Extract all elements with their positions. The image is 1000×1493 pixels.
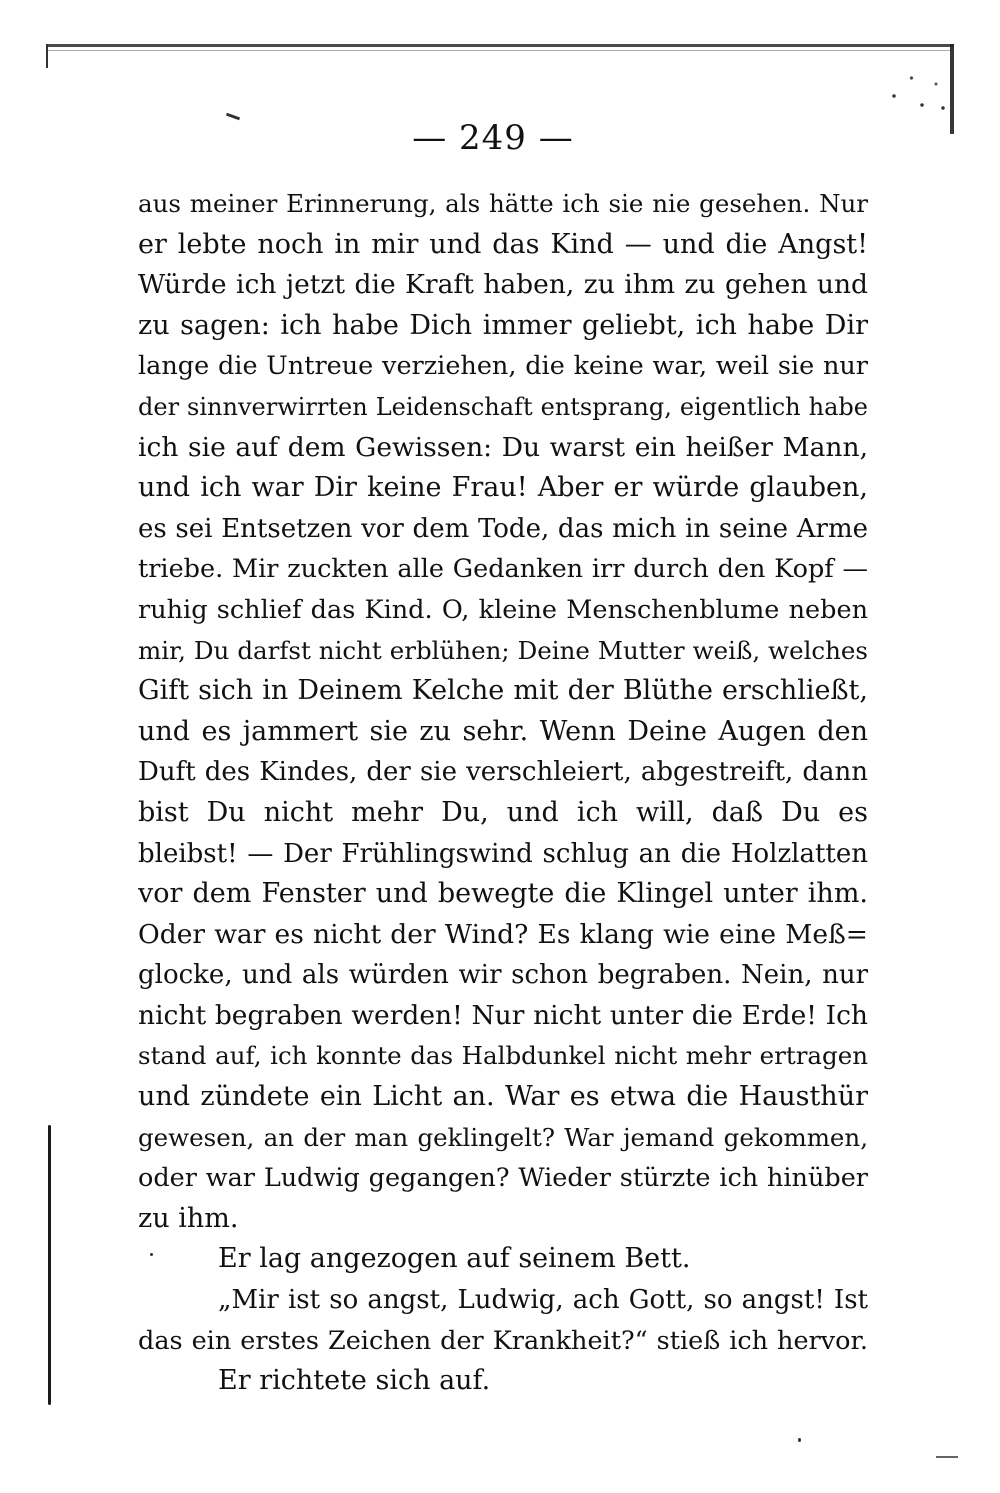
text-line: zu sagen: ich habe Dich immer geliebt, ich habe Dir — [138, 309, 868, 341]
text-line: Er lag angezogen auf seinem Bett. — [218, 1243, 691, 1275]
text-line: Gift sich in Deinem Kelche mit der Blüthe erschließt, — [138, 675, 868, 707]
text-line: es sei Entsetzen vor dem Tode, das mich in seine Arme — [138, 513, 868, 544]
text-line: der sinnverwirrten Leidenschaft entsprang, eigentlich habe — [138, 392, 868, 421]
body-text — [138, 184, 868, 1402]
text-line: Duft des Kindes, der sie verschleiert, abgestreift, dann — [138, 757, 868, 788]
text-line: zu ihm. — [138, 1202, 239, 1234]
text-line: mir, Du darfst nicht erblühen; Deine Mutter weiß, welches — [138, 635, 868, 665]
text-line: „Mir ist so angst, Ludwig, ach Gott, so angst! Ist — [218, 1285, 868, 1316]
text-line: und zündete ein Licht an. War es etwa die Hausthür — [138, 1081, 868, 1113]
text-line: ruhig schlief das Kind. O, kleine Menschenblume neben — [138, 594, 868, 625]
page-number: — 249 — — [412, 118, 574, 158]
scan-top-rule-shadow — [48, 50, 954, 51]
text-line: er lebte noch in mir und das Kind — und die Angst! — [138, 228, 868, 260]
text-line: bist Du nicht mehr Du, und ich will, daß Du es — [138, 796, 868, 828]
text-line: triebe. Mir zuckten alle Gedanken irr durch den Kopf — — [138, 554, 868, 585]
text-line: vor dem Fenster und bewegte die Klingel unter ihm. — [138, 878, 868, 910]
text-line: Würde ich jetzt die Kraft haben, zu ihm zu gehen und — [138, 269, 868, 301]
text-line: das ein erstes Zeichen der Krankheit?“ stieß ich hervor. — [138, 1325, 868, 1356]
text-line: Oder war es nicht der Wind? Es klang wie eine Meß= — [138, 918, 868, 950]
text-line: und ich war Dir keine Frau! Aber er würde glauben, — [138, 472, 868, 504]
scan-specks — [880, 60, 950, 120]
scan-speck — [798, 1438, 801, 1442]
text-line: stand auf, ich konnte das Halbdunkel nicht mehr ertragen — [138, 1041, 868, 1071]
text-line: oder war Ludwig gegangen? Wieder stürzte ich hinüber — [138, 1163, 868, 1194]
scan-corner-mark — [46, 44, 48, 68]
scan-speck — [936, 1456, 958, 1458]
text-line: lange die Untreue verziehen, die keine war, weil sie nur — [138, 351, 868, 382]
text-line: aus meiner Erinnerung, als hätte ich sie nie gesehen. Nur — [138, 189, 868, 218]
text-line: nicht begraben werden! Nur nicht unter die Erde! Ich — [138, 999, 868, 1031]
text-line: Er richtete sich auf. — [218, 1365, 491, 1397]
text-line: ich sie auf dem Gewissen: Du warst ein heißer Mann, — [138, 431, 868, 463]
text-line: bleibst! — Der Frühlingswind schlug an die Holzlatten — [138, 838, 868, 869]
scan-margin-line — [48, 1125, 51, 1405]
text-line: gewesen, an der man geklingelt? War jemand gekommen, — [138, 1122, 868, 1152]
scan-top-rule — [48, 44, 954, 47]
text-line: und es jammert sie zu sehr. Wenn Deine Augen den — [138, 715, 868, 747]
text-line: glocke, und als würden wir schon begraben. Nein, nur — [138, 960, 868, 991]
